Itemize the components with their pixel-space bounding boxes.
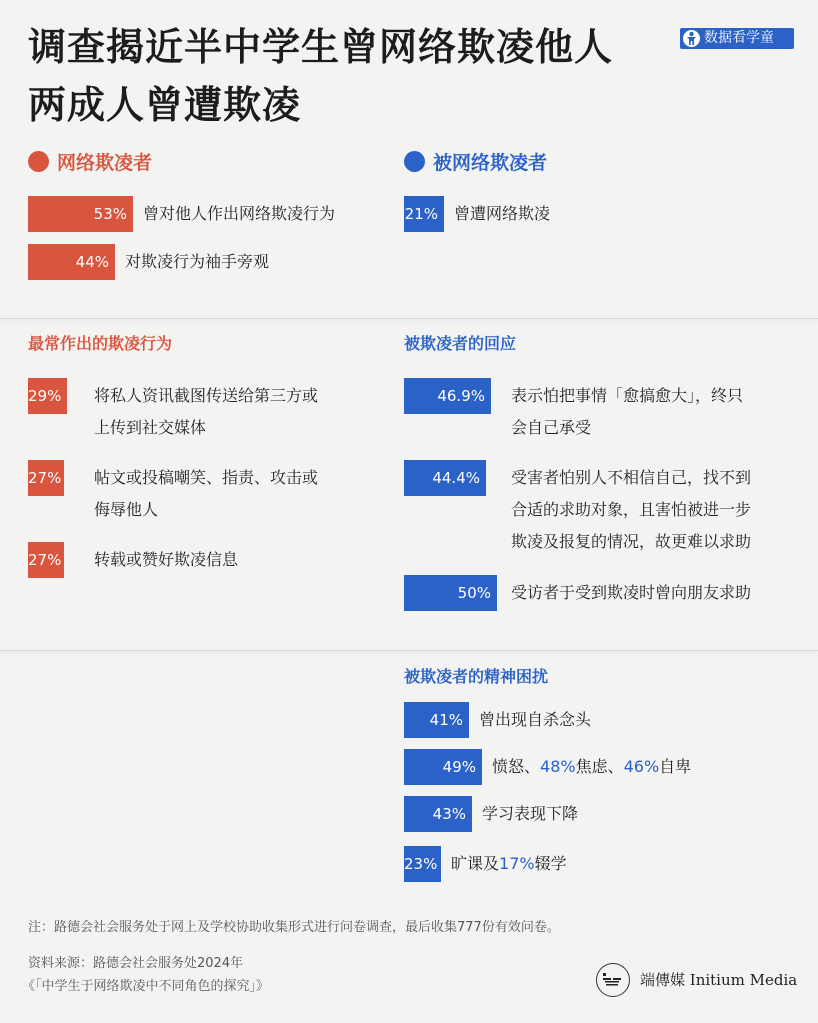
child-icon [683, 30, 700, 47]
label-line: 侮辱他人 [94, 500, 159, 519]
initium-logo-icon [596, 963, 630, 997]
highlight-value: 46% [623, 757, 660, 776]
label-line: 表示怕把事情「愈搞愈大」，终只 [511, 386, 744, 405]
bar-value-label: 43% [432, 805, 466, 823]
label-line: 将私人资讯截图传送给第三方或 [94, 386, 319, 405]
label-line: 上传到社交媒体 [94, 418, 207, 437]
bar [28, 460, 64, 496]
page-title [28, 18, 668, 134]
bar-category-label [511, 462, 751, 558]
label-text: 自卑 [659, 757, 692, 776]
label-line: 会自己承受 [511, 418, 592, 437]
victims-title: 被网络欺凌者 [433, 152, 548, 174]
bar-value-label: 49% [442, 758, 476, 776]
bar [28, 542, 64, 578]
logo-name: 端傳媒 Initium Media [640, 971, 798, 989]
bar [28, 196, 133, 232]
title-line-1: 调查揭近半中学生曾网络欺凌他人 [28, 25, 614, 69]
bar-value-label: 29% [28, 387, 62, 405]
victims-chart [404, 196, 794, 238]
label-text: 学习表现下降 [482, 804, 579, 823]
bar [404, 796, 472, 832]
label-line: 转载或赞好欺凌信息 [94, 550, 239, 569]
victims-header [404, 151, 547, 175]
bar-category-label [479, 702, 591, 738]
bar-category-label [451, 846, 567, 882]
mental-distress-chart [404, 702, 804, 892]
bar-value-label: 27% [28, 551, 62, 569]
victim-responses-chart [404, 378, 804, 618]
topic-badge[interactable] [680, 28, 794, 49]
bar-category-label: 曾对他人作出网络欺凌行为 [143, 204, 336, 223]
label-text: 愤怒、 [492, 757, 541, 776]
highlight-value: 48% [540, 757, 576, 776]
section-divider [0, 650, 818, 651]
common-behaviors-title: 最常作出的欺凌行为 [28, 334, 173, 353]
bar-category-label [511, 380, 743, 444]
bar [28, 244, 115, 280]
highlight-value: 17% [499, 854, 535, 873]
bar-category-label: 曾遭网络欺凌 [454, 204, 551, 223]
bullies-chart [28, 196, 388, 286]
bar [404, 196, 444, 232]
label-text: 曾出现自杀念头 [479, 710, 592, 729]
bar-value-label: 23% [404, 855, 438, 873]
label-text: 焦虑、 [575, 757, 624, 776]
bar-value-label: 44.4% [432, 469, 480, 487]
bar [404, 575, 497, 611]
label-text: 辍学 [534, 854, 567, 873]
bar-value-label: 53% [93, 205, 127, 223]
bar-value-label: 50% [457, 584, 491, 602]
survey-note: 注：路德会社会服务处于网上及学校协助收集形式进行问卷调查，最后收集777份有效问卷。 [28, 920, 560, 935]
bar [28, 378, 67, 414]
bar [404, 846, 441, 882]
mental-distress-title: 被欺凌者的精神困扰 [404, 667, 549, 686]
label-line: 受访者于受到欺凌时曾向朋友求助 [511, 583, 752, 602]
bar-category-label [492, 749, 691, 785]
bar-category-label [94, 462, 318, 526]
label-line: 合适的求助对象，且害怕被进一步 [511, 500, 752, 519]
bar-category-label [482, 796, 578, 832]
badge-label: 数据看学童 [704, 30, 774, 46]
bar-category-label [94, 544, 238, 576]
title-line-2: 两成人曾遭欺凌 [28, 83, 302, 127]
source-line-1: 资料来源：路德会社会服务处2024年 [28, 956, 244, 971]
label-line: 帖文或投稿嘲笑、指责、攻击或 [94, 468, 319, 487]
bullies-header [28, 151, 152, 175]
label-line: 受害者怕别人不相信自己，找不到 [511, 468, 752, 487]
bar [404, 378, 491, 414]
bar-category-label [511, 577, 751, 609]
bar-value-label: 41% [429, 711, 463, 729]
victim-responses-title: 被欺凌者的回应 [404, 334, 517, 353]
blue-dot-icon [404, 151, 425, 172]
bar [404, 460, 486, 496]
common-behaviors-chart [28, 378, 388, 608]
section-divider [0, 318, 818, 319]
bar-category-label [94, 380, 318, 444]
label-line: 欺凌及报复的情况，故更难以求助 [511, 532, 752, 551]
bar [404, 702, 469, 738]
bar-value-label: 46.9% [437, 387, 485, 405]
red-dot-icon [28, 151, 49, 172]
bar-value-label: 44% [75, 253, 109, 271]
bar-value-label: 27% [28, 469, 62, 487]
bar-category-label: 对欺凌行为袖手旁观 [125, 252, 270, 271]
bullies-title: 网络欺凌者 [57, 152, 153, 174]
bar [404, 749, 482, 785]
label-text: 旷课及 [451, 854, 500, 873]
bar-value-label: 21% [404, 205, 438, 223]
source-line-2: 《「中学生于网络欺凌中不同角色的探究」》 [22, 979, 270, 994]
